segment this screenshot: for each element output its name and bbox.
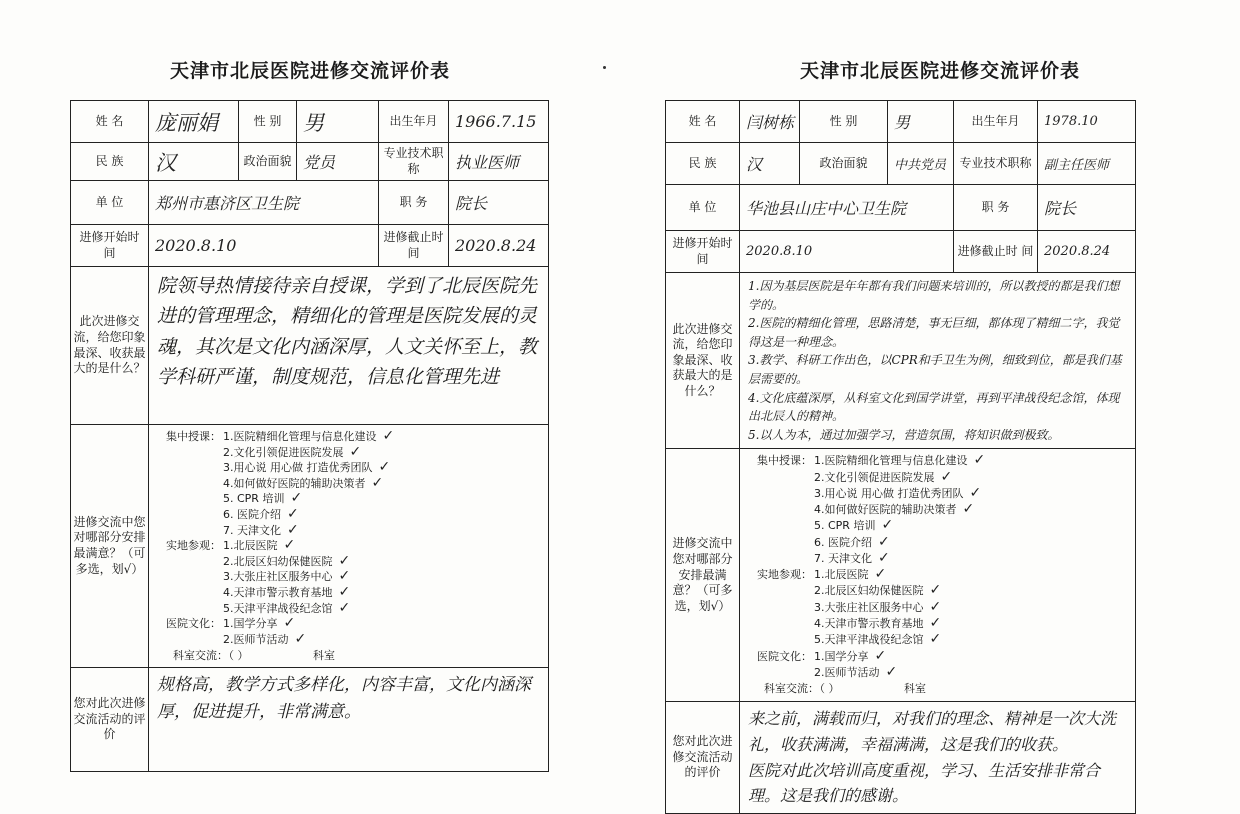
ethnicity-label: 民 族 xyxy=(71,143,149,181)
checklist-item: 1.国学分享 xyxy=(223,617,278,631)
checklist-row xyxy=(746,665,1129,681)
check-mark-icon: ✓ xyxy=(874,566,887,583)
unit-value: 华池县山庄中心卫生院 xyxy=(740,185,954,231)
end-value: 2020.8.24 xyxy=(449,225,549,267)
checklist-category xyxy=(746,486,814,502)
checklist-category xyxy=(746,600,814,616)
check-mark-icon: ✓ xyxy=(338,568,351,585)
check-mark-icon: ✓ xyxy=(929,582,942,599)
impression-answer: 院领导热情接待亲自授课，学到了北辰医院先进的管理理念，精细化的管理是医院发展的灵魂，其次是文化内涵深厚，人文关怀至上，教学科研严谨，制度规范，信息化管理先进 xyxy=(149,267,549,425)
check-mark-icon: ✓ xyxy=(885,663,898,680)
check-mark-icon: ✓ xyxy=(338,599,351,616)
office-exchange-blank: （ ） xyxy=(814,682,840,696)
activity-checklist xyxy=(740,449,1136,702)
position-label: 职 务 xyxy=(379,181,449,225)
impression-label: 此次进修交流，给您印象最深、收获最大的是什么？ xyxy=(666,273,740,449)
checklist-item: 1.北辰医院 xyxy=(223,539,278,553)
check-mark-icon: ✓ xyxy=(962,501,975,518)
position-value: 院长 xyxy=(449,181,549,225)
checklist-category xyxy=(746,616,814,632)
activity-checklist xyxy=(149,425,549,668)
checklist-item: 4.天津市警示教育基地 xyxy=(814,617,924,630)
office-exchange-label: 科室交流： xyxy=(764,682,819,696)
checklist-category: 实地参观： xyxy=(166,539,221,553)
evaluation-form-left xyxy=(10,0,610,783)
checklist-category xyxy=(746,535,814,551)
ethnicity-label: 民 族 xyxy=(666,143,740,185)
check-mark-icon: ✓ xyxy=(382,428,395,444)
checklist-row xyxy=(746,453,1129,469)
check-mark-icon: ✓ xyxy=(294,630,307,647)
form-table xyxy=(70,100,549,772)
checklist-category xyxy=(746,518,814,534)
checklist-item: 4.天津市警示教育基地 xyxy=(223,586,333,600)
checklist-row xyxy=(746,535,1129,551)
checklist-item: 5.天津平津战役纪念馆 xyxy=(814,633,924,647)
checklist-row xyxy=(155,476,542,492)
checklist-row xyxy=(746,470,1129,486)
checklist-row xyxy=(155,569,542,585)
checklist-item: 6. 医院介绍 xyxy=(223,508,281,522)
check-mark-icon: ✓ xyxy=(338,552,351,569)
impression-label: 此次进修交流，给您印象最深、收获最大的是什么？ xyxy=(71,267,149,425)
political-label: 政治面貌 xyxy=(239,143,297,181)
checklist-row xyxy=(155,616,542,632)
title-value: 执业医师 xyxy=(449,143,549,181)
name-label: 姓 名 xyxy=(666,101,740,143)
unit-value: 郑州市惠济区卫生院 xyxy=(149,181,379,225)
checklist-item: 5. CPR 培训 xyxy=(223,492,285,506)
checklist-row xyxy=(746,567,1129,583)
checklist-item: 3.大张庄社区服务中心 xyxy=(223,570,333,584)
office-exchange-row xyxy=(155,648,542,664)
checklist-row xyxy=(746,616,1129,632)
checklist-row xyxy=(155,538,542,554)
check-mark-icon: ✓ xyxy=(878,533,890,550)
check-mark-icon: ✓ xyxy=(338,584,351,601)
scan-speck xyxy=(603,66,606,69)
checklist-item: 2.文化引领促进医院发展 xyxy=(814,470,935,484)
start-value: 2020.8.10 xyxy=(149,225,379,267)
impression-answer: 1.因为基层医院是年年都有我们问题来培训的，所以教授的都是我们想学的。 2.医院的精细化管理，思路清楚，事无巨细，都体现了精细二字，我觉得这是一种理念。 3.教学、科研工作出色，以CPR和手卫生为例，细致到位，都是我们基层需要的。 4.文化底蕴深厚，从科室文化到国学讲堂，再到平津战役纪念馆，体现出北辰人的精神。 5.以人为本，通过加强学习，营造氛围，将知识做到极致。 xyxy=(740,273,1136,449)
name-value: 庞丽娟 xyxy=(149,101,239,143)
birth-value: 1966.7.15 xyxy=(449,101,549,143)
checklist-item: 3.大张庄社区服务中心 xyxy=(814,600,924,614)
check-mark-icon: ✓ xyxy=(378,459,391,476)
checklist-category xyxy=(746,551,814,567)
position-label: 职 务 xyxy=(954,185,1038,231)
checklist-category xyxy=(155,476,223,492)
checklist-row xyxy=(155,601,542,617)
checklist-category xyxy=(155,491,223,507)
title-label: 专业技术职称 xyxy=(954,143,1038,185)
check-mark-icon: ✓ xyxy=(371,474,384,491)
checklist-item: 4.如何做好医院的辅助决策者 xyxy=(814,503,957,517)
office-exchange-blank: （ ） xyxy=(223,648,249,662)
checklist-row xyxy=(746,583,1129,599)
checklist-item: 1.医院精细化管理与信息化建设 xyxy=(814,454,968,468)
checklist-category xyxy=(746,632,814,648)
evaluation-label: 您对此次进修交流活动的评价 xyxy=(666,702,740,813)
start-label: 进修开始时 间 xyxy=(71,225,149,267)
office-exchange-suffix: 科室 xyxy=(313,648,335,662)
check-mark-icon: ✓ xyxy=(349,443,362,460)
birth-label: 出生年月 xyxy=(379,101,449,143)
checklist-row xyxy=(746,649,1129,665)
checklist-row xyxy=(746,518,1129,534)
checklist-category: 集中授课： xyxy=(166,430,221,443)
checklist-row xyxy=(155,554,542,570)
title-label: 专业技术职称 xyxy=(379,143,449,181)
checklist-item: 4.如何做好医院的辅助决策者 xyxy=(223,476,366,490)
checklist-item: 2.医师节活动 xyxy=(223,632,289,646)
office-exchange-row xyxy=(746,681,1129,697)
checklist-category xyxy=(746,470,814,486)
political-value: 党员 xyxy=(297,143,379,181)
evaluation-answer: 规格高，教学方式多样化，内容丰富，文化内涵深厚，促进提升，非常满意。 xyxy=(149,668,549,772)
gender-label: 性 别 xyxy=(239,101,297,143)
checklist-item: 1.北辰医院 xyxy=(814,568,869,582)
unit-label: 单 位 xyxy=(666,185,740,231)
unit-label: 单 位 xyxy=(71,181,149,225)
start-label: 进修开始时 间 xyxy=(666,231,740,273)
checklist-item: 2.文化引领促进医院发展 xyxy=(223,445,344,459)
form-title: 天津市北辰医院进修交流评价表 xyxy=(169,60,450,82)
title-value: 副主任医师 xyxy=(1038,143,1136,185)
end-value: 2020.8.24 xyxy=(1038,231,1136,273)
checklist-row xyxy=(155,429,542,445)
check-mark-icon: ✓ xyxy=(287,521,299,538)
check-mark-icon: ✓ xyxy=(290,490,303,507)
checklist-category: 实地参观： xyxy=(757,568,812,582)
checklist-row xyxy=(746,502,1129,518)
form-table xyxy=(665,100,1136,814)
checklist-item: 6. 医院介绍 xyxy=(814,535,872,549)
checklist-category: 集中授课： xyxy=(757,454,812,468)
political-label: 政治面貌 xyxy=(800,143,888,185)
checklist-row xyxy=(155,460,542,476)
checklist-row xyxy=(155,523,542,539)
checklist-item: 5.天津平津战役纪念馆 xyxy=(223,601,333,615)
check-mark-icon: ✓ xyxy=(929,598,942,615)
checklist-category xyxy=(155,601,223,617)
check-mark-icon: ✓ xyxy=(940,468,953,485)
evaluation-form-right xyxy=(640,0,1240,806)
name-label: 姓 名 xyxy=(71,101,149,143)
office-exchange-suffix: 科室 xyxy=(904,682,926,696)
checklist-item: 1.医院精细化管理与信息化建设 xyxy=(223,430,377,443)
checklist-item: 5. CPR 培训 xyxy=(814,519,876,533)
checklist-category xyxy=(155,460,223,476)
check-mark-icon: ✓ xyxy=(874,647,887,664)
checklist-category xyxy=(155,585,223,601)
check-mark-icon: ✓ xyxy=(878,549,890,566)
checklist-category: 医院文化： xyxy=(757,649,812,663)
checklist-item: 3.用心说 用心做 打造优秀团队 xyxy=(223,461,373,475)
name-value: 闫树栋 xyxy=(740,101,800,143)
office-exchange-label: 科室交流： xyxy=(173,648,228,662)
birth-value: 1978.10 xyxy=(1038,101,1136,143)
check-mark-icon: ✓ xyxy=(283,615,296,632)
checklist-row xyxy=(155,491,542,507)
evaluation-answer: 来之前，满载而归，对我们的理念、精神是一次大洗礼，收获满满，幸福满满，这是我们的收获。 医院对此次培训高度重视，学习、生活安排非常合理。这是我们的感谢。 xyxy=(740,702,1136,813)
checklist-item: 2.北辰区妇幼保健医院 xyxy=(223,554,333,568)
political-value: 中共党员 xyxy=(888,143,954,185)
gender-value: 男 xyxy=(297,101,379,143)
checklist-category xyxy=(155,507,223,523)
check-mark-icon: ✓ xyxy=(287,506,299,523)
checklist-row xyxy=(746,600,1129,616)
end-label: 进修截止时 间 xyxy=(954,231,1038,273)
checklist-row xyxy=(155,585,542,601)
checklist-category xyxy=(155,569,223,585)
position-value: 院长 xyxy=(1038,185,1136,231)
checklist-item: 2.医师节活动 xyxy=(814,665,880,679)
checklist-category xyxy=(746,502,814,518)
check-mark-icon: ✓ xyxy=(973,452,986,469)
checklist-row xyxy=(155,445,542,461)
checklist-item: 2.北辰区妇幼保健医院 xyxy=(814,584,924,598)
satisfied-label: 进修交流中您对哪部分安排最满意？（可多选，划√） xyxy=(666,449,740,702)
check-mark-icon: ✓ xyxy=(969,484,982,501)
ethnicity-value: 汉 xyxy=(149,143,239,181)
ethnicity-value: 汉 xyxy=(740,143,800,185)
checklist-row xyxy=(746,632,1129,648)
satisfied-label: 进修交流中您对哪部分安排最满意？（可多选，划√） xyxy=(71,425,149,668)
checklist-item: 7. 天津文化 xyxy=(814,551,872,565)
gender-label: 性 别 xyxy=(800,101,888,143)
check-mark-icon: ✓ xyxy=(881,517,894,534)
checklist-category xyxy=(155,523,223,539)
checklist-category xyxy=(155,445,223,461)
end-label: 进修截止时 间 xyxy=(379,225,449,267)
gender-value: 男 xyxy=(888,101,954,143)
checklist-item: 1.国学分享 xyxy=(814,649,869,663)
start-value: 2020.8.10 xyxy=(740,231,954,273)
check-mark-icon: ✓ xyxy=(929,615,942,631)
evaluation-label: 您对此次进修交流活动的评价 xyxy=(71,668,149,772)
checklist-row xyxy=(155,507,542,523)
checklist-row xyxy=(746,551,1129,567)
checklist-category xyxy=(155,554,223,570)
check-mark-icon: ✓ xyxy=(929,631,942,648)
checklist-item: 7. 天津文化 xyxy=(223,523,281,537)
checklist-item: 3.用心说 用心做 打造优秀团队 xyxy=(814,486,964,500)
checklist-category: 医院文化： xyxy=(166,617,221,631)
checklist-category xyxy=(746,583,814,599)
form-title: 天津市北辰医院进修交流评价表 xyxy=(799,60,1080,82)
checklist-row xyxy=(746,486,1129,502)
birth-label: 出生年月 xyxy=(954,101,1038,143)
checklist-category xyxy=(746,665,814,681)
checklist-category xyxy=(155,632,223,648)
check-mark-icon: ✓ xyxy=(283,537,296,554)
checklist-row xyxy=(155,632,542,648)
